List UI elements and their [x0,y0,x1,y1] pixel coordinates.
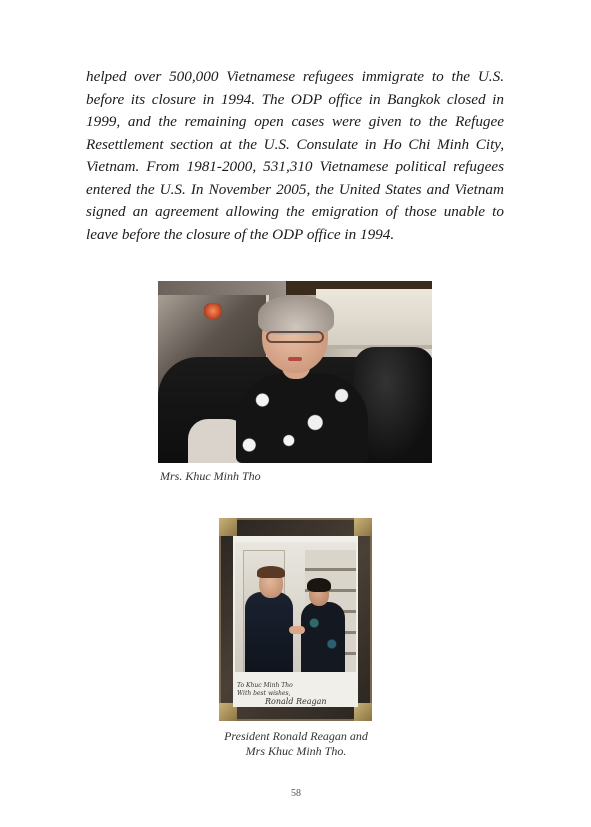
framed-photo-scene [235,542,356,672]
scene-woman-dress [301,602,345,672]
photo-person-hair [258,295,334,335]
photo-person-glasses [266,331,324,343]
frame-corner-top-right [354,518,372,536]
photo-person-lips [288,357,302,361]
photo-caption-2-line-2: Mrs Khuc Minh Tho. [245,744,347,758]
inscription-line-1: To Khuc Minh Tho [237,682,293,689]
photo-inscription [237,682,355,712]
frame-corner-top-left [219,518,237,536]
photo-mrs-khuc-minh-tho [158,281,432,463]
framed-photo-reagan [219,518,372,721]
photo-caption-2 [200,729,392,759]
inscription-line-2: With best wishes, [237,690,291,697]
photo-person-blouse [236,373,368,463]
scene-man-suit [245,592,293,672]
photo-caption-2-line-1: President Ronald Reagan and [224,729,368,743]
scene-man-hair [257,566,285,578]
photo-caption-1: Mrs. Khuc Minh Tho [160,469,261,483]
inscription-signature: Ronald Reagan [265,697,327,706]
scene-handshake [289,626,305,634]
page-number: 58 [291,788,301,799]
photo-lamp [204,303,222,319]
scene-woman-hair [307,578,331,592]
body-paragraph: helped over 500,000 Vietnamese refugees immigrate to the U.S. before its closure in 1994. The ODP office in Bangkok closed in 1999, and the remaining open cases were given to the Refugee Resettlement section at the U.S. Consulate in Ho Chi Minh City, Vietnam. From 1981-2000, 531,310 Vietnamese political refugees entered the U.S. In November 2005, the United States and Vietnam signed an agreement allowing the emigration of those unable to leave before the closure of the ODP office in 1994. [86,68,504,243]
